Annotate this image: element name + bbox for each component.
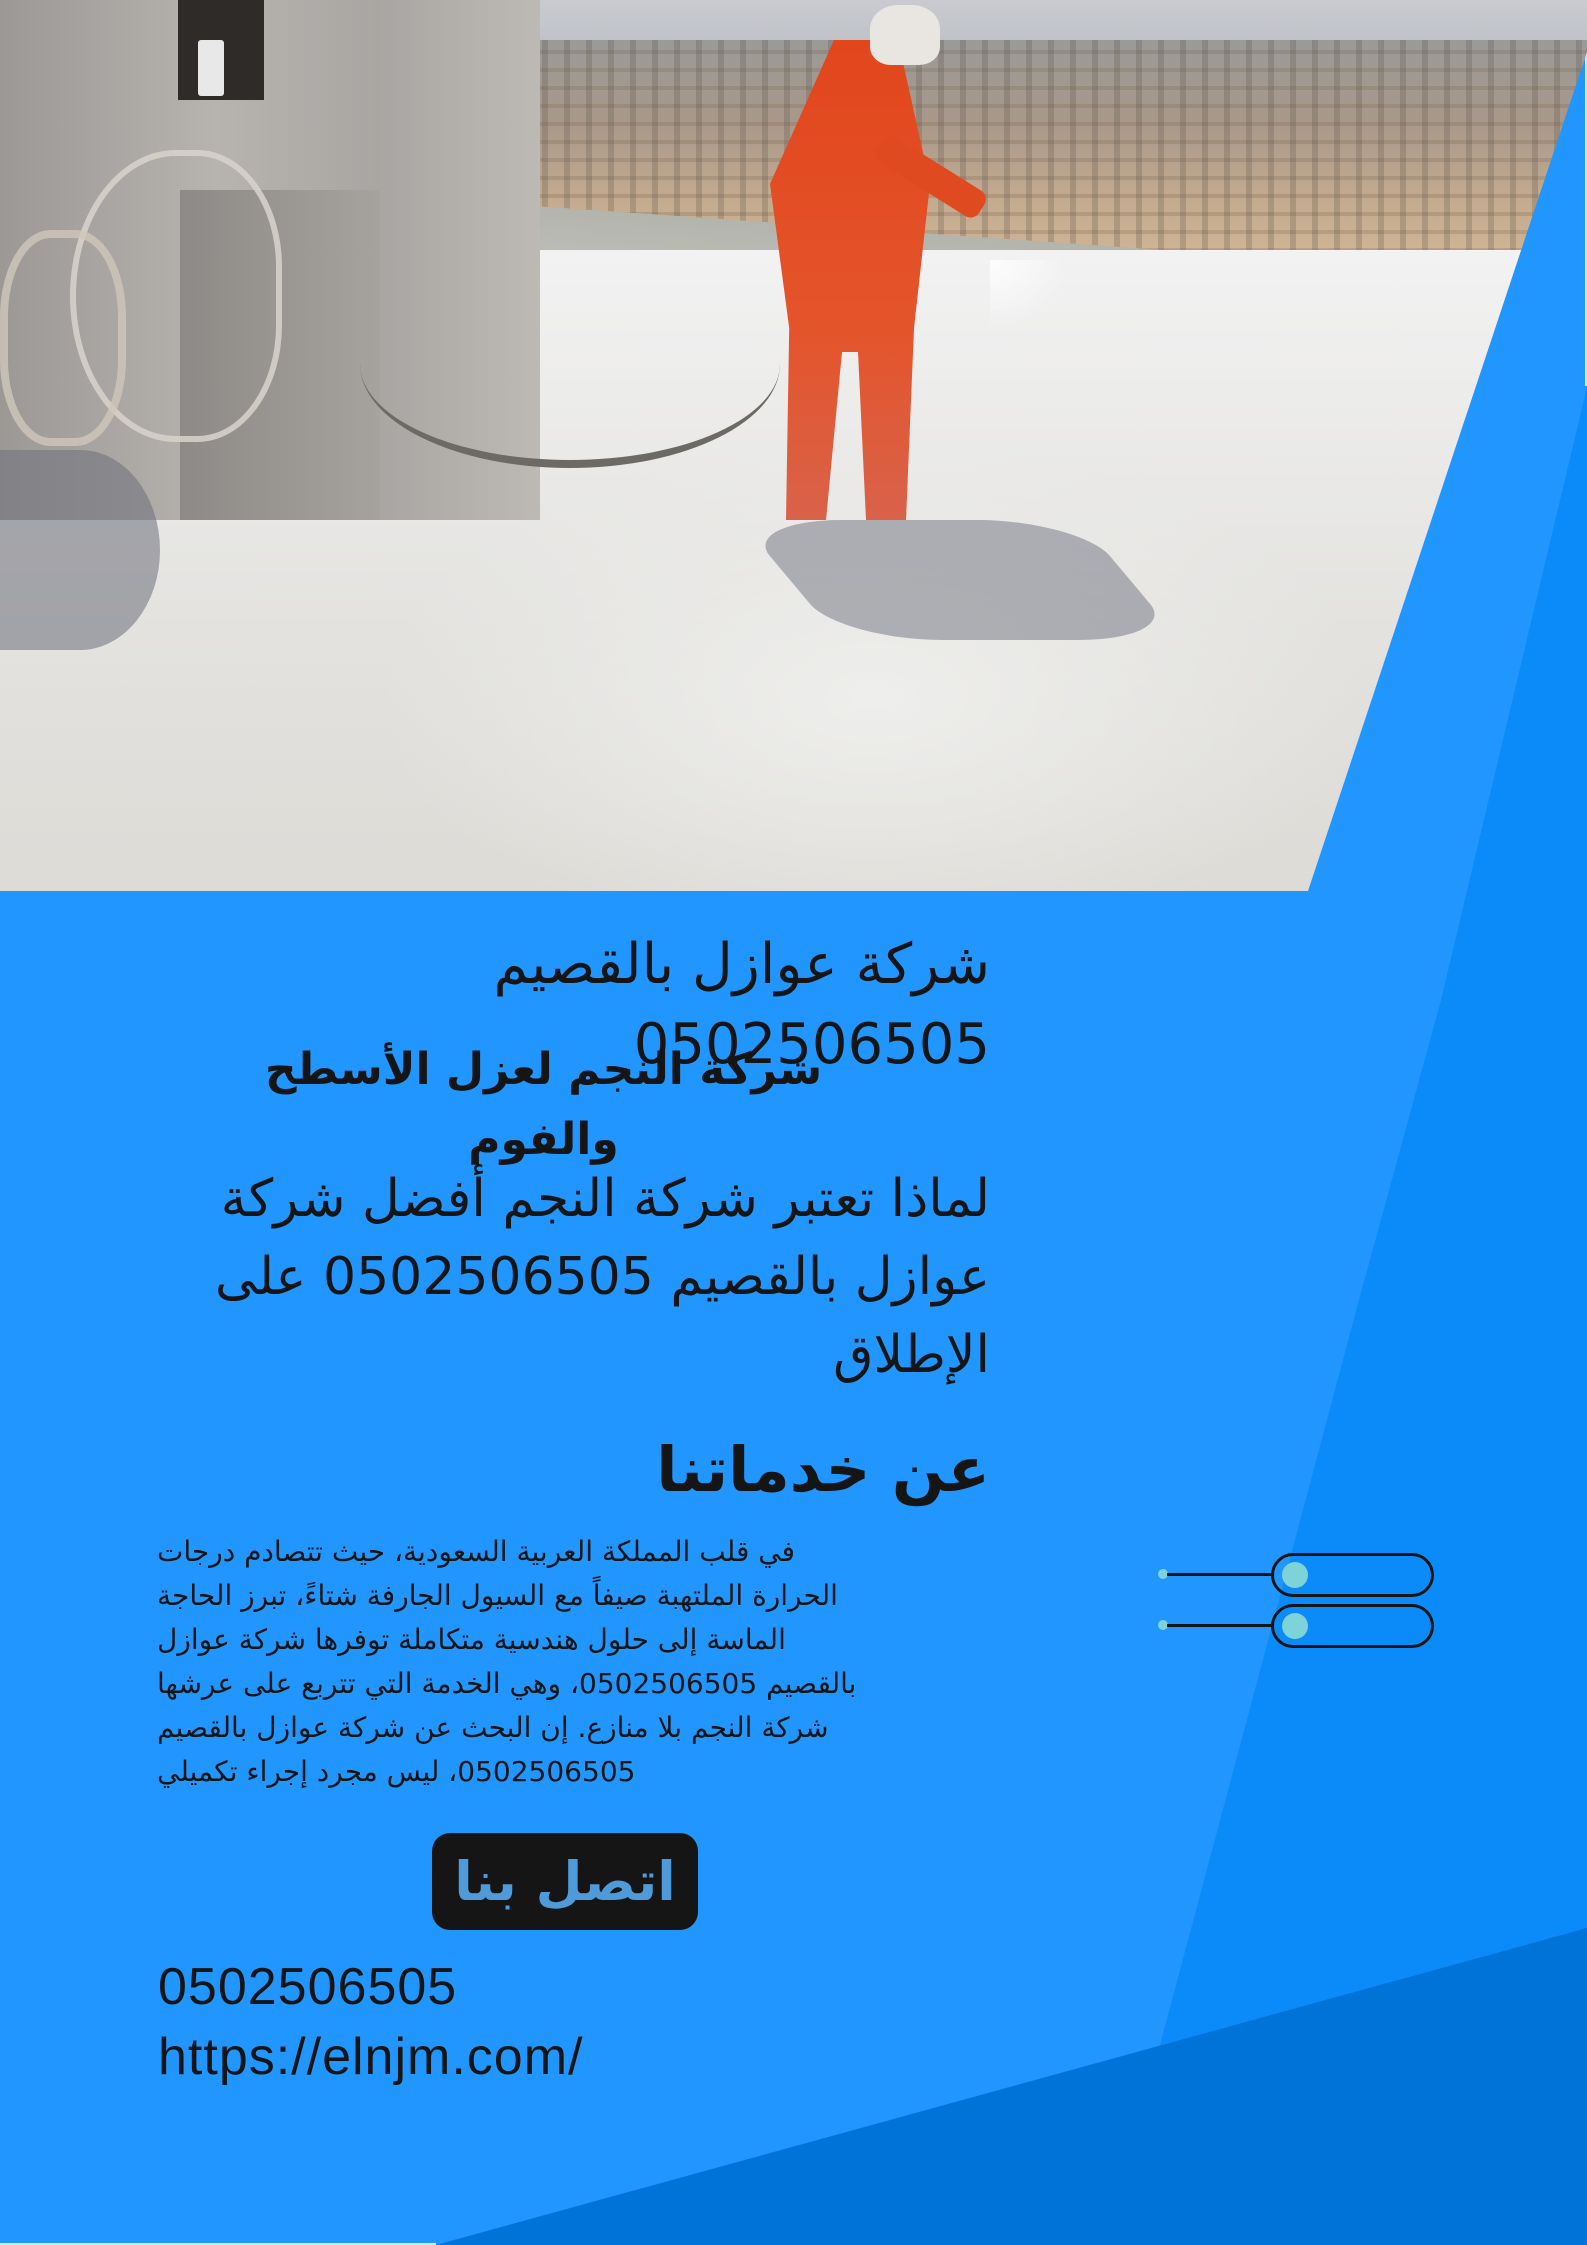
paragraph-line: بالقصيم 0502506505، وهي الخدمة التي تتربع على عرشها <box>157 1667 857 1700</box>
paragraph-line: الحرارة الملتهبة صيفاً مع السيول الجارفة شتاءً، تبرز الحاجة <box>157 1579 838 1612</box>
photo-foam-spray <box>990 260 1070 330</box>
toggle-knob-icon <box>1282 1613 1308 1639</box>
why-heading: لماذا تعتبر شركة النجم أفضل شركة عوازل بالقصيم 0502506505 على الإطلاق <box>214 1169 990 1385</box>
services-heading: عن خدماتنا <box>656 1433 990 1506</box>
website-link[interactable]: https://elnjm.com/ <box>158 2028 584 2086</box>
toggle-knob-icon <box>1282 1562 1308 1588</box>
page-title: شركة عوازل بالقصيم 0502506505 <box>493 932 990 1077</box>
toggle-track <box>1271 1553 1434 1597</box>
photo-shadow-left <box>0 450 160 650</box>
toggle-track <box>1271 1604 1434 1648</box>
paragraph-line: شركة النجم بلا منازع. إن البحث عن شركة عوازل بالقصيم <box>157 1711 829 1744</box>
toggle-switch-icon <box>1155 1553 1420 1595</box>
services-paragraph <box>157 1530 937 1794</box>
paragraph-line: الماسة إلى حلول هندسية متكاملة توفرها شركة عوازل <box>157 1623 786 1656</box>
contact-us-label: اتصل بنا <box>454 1850 676 1913</box>
connector-line <box>1167 1573 1272 1576</box>
toggle-switch-icon <box>1155 1604 1420 1646</box>
photo-spray-hose <box>360 260 780 468</box>
phone-number[interactable]: 0502506505 <box>158 1958 458 2016</box>
contact-us-button[interactable] <box>432 1833 698 1930</box>
paragraph-line: 0502506505، ليس مجرد إجراء تكميلي <box>157 1755 636 1788</box>
toggle-decoration <box>1155 1553 1420 1653</box>
photo-cables-secondary <box>0 230 126 446</box>
connector-line <box>1167 1624 1272 1627</box>
photo-jug <box>198 40 224 96</box>
photo-worker-head <box>870 5 940 65</box>
paragraph-line: في قلب المملكة العربية السعودية، حيث تتصادم درجات <box>157 1535 795 1568</box>
company-subtitle: شركة النجم لعزل الأسطح والفوم <box>264 1044 823 1165</box>
